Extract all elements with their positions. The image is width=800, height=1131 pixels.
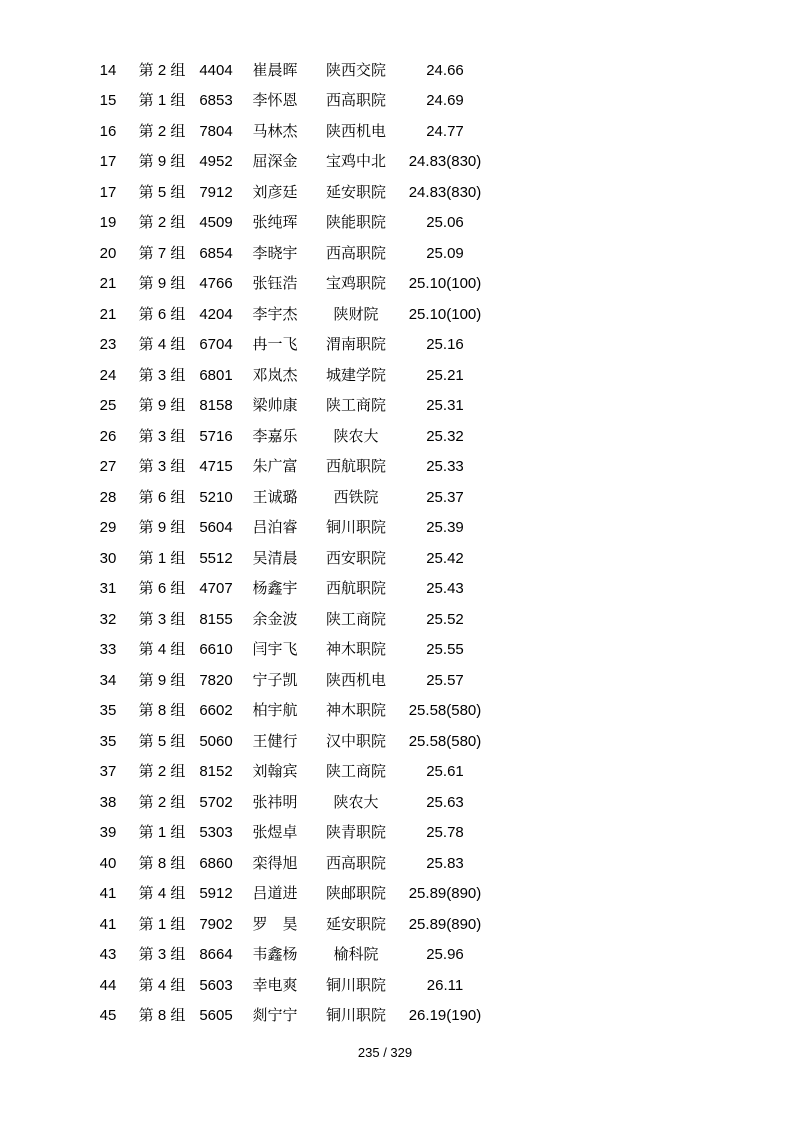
table-row [88, 421, 492, 452]
cell-rank: 41 [99, 915, 117, 933]
cell-school: 城建学院 [325, 366, 386, 384]
cell-school: 陕工商院 [325, 397, 386, 415]
cell-school: 西高职院 [325, 92, 386, 110]
cell-school: 西高职院 [325, 244, 386, 262]
cell-name: 张钰浩 [252, 275, 298, 293]
cell-bib: 6853 [199, 92, 233, 110]
cell-school: 陕邮职院 [325, 885, 386, 903]
cell-school: 陕能职院 [325, 214, 386, 232]
cell-group: 第 1 组 [138, 92, 186, 110]
table-row [88, 482, 492, 513]
cell-time: 25.57 [426, 671, 464, 689]
cell-group: 第 9 组 [138, 275, 186, 293]
cell-group: 第 8 组 [138, 702, 186, 720]
cell-school: 西高职院 [325, 854, 386, 872]
cell-name: 栾得旭 [252, 854, 298, 872]
cell-bib: 4952 [199, 153, 233, 171]
cell-group: 第 1 组 [138, 549, 186, 567]
results-table [88, 55, 492, 1031]
cell-group: 第 9 组 [138, 519, 186, 537]
cell-name: 柏宇航 [252, 702, 298, 720]
table-row [88, 177, 492, 208]
cell-bib: 4404 [199, 61, 233, 79]
cell-time: 25.89(890) [408, 915, 482, 933]
cell-bib: 7804 [199, 122, 233, 140]
table-row [88, 269, 492, 300]
cell-school: 陕财院 [333, 305, 379, 323]
cell-group: 第 4 组 [138, 336, 186, 354]
cell-rank: 14 [99, 61, 117, 79]
table-row [88, 299, 492, 330]
cell-bib: 6854 [199, 244, 233, 262]
cell-name: 李宇杰 [252, 305, 298, 323]
cell-time: 25.96 [426, 946, 464, 964]
table-row [88, 940, 492, 971]
cell-time: 25.58(580) [408, 732, 482, 750]
cell-time: 25.89(890) [408, 885, 482, 903]
cell-bib: 8158 [199, 397, 233, 415]
cell-group: 第 6 组 [138, 305, 186, 323]
cell-time: 25.43 [426, 580, 464, 598]
cell-rank: 26 [99, 427, 117, 445]
cell-group: 第 4 组 [138, 641, 186, 659]
cell-group: 第 2 组 [138, 793, 186, 811]
table-row [88, 909, 492, 940]
cell-bib: 6704 [199, 336, 233, 354]
cell-time: 24.66 [426, 61, 464, 79]
cell-group: 第 5 组 [138, 732, 186, 750]
cell-bib: 5912 [199, 885, 233, 903]
cell-name: 张纯珲 [252, 214, 298, 232]
cell-rank: 41 [99, 885, 117, 903]
cell-bib: 6801 [199, 366, 233, 384]
cell-group: 第 2 组 [138, 122, 186, 140]
cell-school: 西航职院 [325, 580, 386, 598]
cell-bib: 8664 [199, 946, 233, 964]
cell-name: 邓岚杰 [252, 366, 298, 384]
cell-name: 张煜卓 [252, 824, 298, 842]
cell-name: 吴清晨 [252, 549, 298, 567]
cell-rank: 33 [99, 641, 117, 659]
cell-group: 第 3 组 [138, 610, 186, 628]
cell-school: 陕西交院 [325, 61, 386, 79]
table-row [88, 543, 492, 574]
cell-time: 25.83 [426, 854, 464, 872]
cell-group: 第 2 组 [138, 763, 186, 781]
cell-group: 第 3 组 [138, 366, 186, 384]
cell-group: 第 4 组 [138, 885, 186, 903]
table-row [88, 787, 492, 818]
cell-school: 陕工商院 [325, 763, 386, 781]
cell-time: 24.83(830) [408, 183, 482, 201]
cell-group: 第 1 组 [138, 915, 186, 933]
cell-group: 第 3 组 [138, 427, 186, 445]
cell-rank: 31 [99, 580, 117, 598]
cell-group: 第 9 组 [138, 397, 186, 415]
cell-rank: 28 [99, 488, 117, 506]
cell-school: 西航职院 [325, 458, 386, 476]
table-row [88, 86, 492, 117]
cell-time: 25.32 [426, 427, 464, 445]
cell-name: 李嘉乐 [252, 427, 298, 445]
table-row [88, 696, 492, 727]
cell-name: 李怀恩 [252, 92, 298, 110]
cell-name: 刘彦廷 [252, 183, 298, 201]
cell-group: 第 8 组 [138, 854, 186, 872]
cell-name: 马林杰 [252, 122, 298, 140]
cell-rank: 35 [99, 702, 117, 720]
cell-school: 陕西机电 [325, 122, 386, 140]
table-row [88, 757, 492, 788]
cell-time: 24.77 [426, 122, 464, 140]
cell-school: 渭南职院 [325, 336, 386, 354]
cell-bib: 8152 [199, 763, 233, 781]
table-row [88, 879, 492, 910]
cell-rank: 32 [99, 610, 117, 628]
cell-name: 剡宁宁 [252, 1007, 298, 1025]
table-row [88, 1001, 492, 1032]
cell-name: 崔晨晖 [252, 61, 298, 79]
cell-time: 25.16 [426, 336, 464, 354]
cell-school: 汉中职院 [325, 732, 386, 750]
cell-group: 第 8 组 [138, 1007, 186, 1025]
table-row [88, 574, 492, 605]
cell-time: 24.83(830) [408, 153, 482, 171]
table-row [88, 848, 492, 879]
cell-name: 幸电爽 [252, 976, 298, 994]
cell-bib: 4707 [199, 580, 233, 598]
cell-time: 25.09 [426, 244, 464, 262]
table-row [88, 391, 492, 422]
cell-group: 第 6 组 [138, 580, 186, 598]
cell-bib: 4766 [199, 275, 233, 293]
table-row [88, 116, 492, 147]
cell-rank: 38 [99, 793, 117, 811]
cell-school: 榆科院 [333, 946, 379, 964]
cell-rank: 43 [99, 946, 117, 964]
cell-rank: 30 [99, 549, 117, 567]
cell-rank: 17 [99, 153, 117, 171]
table-row [88, 513, 492, 544]
cell-name: 闫宇飞 [252, 641, 298, 659]
cell-bib: 7902 [199, 915, 233, 933]
cell-group: 第 6 组 [138, 488, 186, 506]
cell-school: 宝鸡职院 [325, 275, 386, 293]
cell-name: 冉一飞 [252, 336, 298, 354]
cell-name: 王诚璐 [252, 488, 298, 506]
cell-school: 陕农大 [333, 427, 379, 445]
cell-rank: 15 [99, 92, 117, 110]
cell-bib: 4715 [199, 458, 233, 476]
cell-rank: 20 [99, 244, 117, 262]
cell-school: 陕西机电 [325, 671, 386, 689]
cell-time: 25.58(580) [408, 702, 482, 720]
cell-group: 第 2 组 [138, 61, 186, 79]
cell-rank: 37 [99, 763, 117, 781]
cell-group: 第 5 组 [138, 183, 186, 201]
cell-bib: 5603 [199, 976, 233, 994]
cell-name: 朱广富 [252, 458, 298, 476]
cell-rank: 34 [99, 671, 117, 689]
cell-bib: 5604 [199, 519, 233, 537]
cell-bib: 5605 [199, 1007, 233, 1025]
cell-bib: 5303 [199, 824, 233, 842]
cell-rank: 16 [99, 122, 117, 140]
cell-name: 梁帅康 [252, 397, 298, 415]
cell-time: 26.11 [426, 976, 464, 994]
cell-group: 第 1 组 [138, 824, 186, 842]
cell-rank: 25 [99, 397, 117, 415]
cell-group: 第 4 组 [138, 976, 186, 994]
cell-rank: 19 [99, 214, 117, 232]
cell-name: 王健行 [252, 732, 298, 750]
cell-name: 宁子凯 [252, 671, 298, 689]
cell-name: 吕道进 [252, 885, 298, 903]
cell-school: 陕农大 [333, 793, 379, 811]
table-row [88, 208, 492, 239]
cell-bib: 4509 [199, 214, 233, 232]
cell-time: 25.52 [426, 610, 464, 628]
cell-time: 25.42 [426, 549, 464, 567]
cell-rank: 45 [99, 1007, 117, 1025]
cell-group: 第 2 组 [138, 214, 186, 232]
cell-school: 神木职院 [325, 702, 386, 720]
table-row [88, 604, 492, 635]
cell-time: 25.39 [426, 519, 464, 537]
cell-rank: 39 [99, 824, 117, 842]
cell-bib: 6602 [199, 702, 233, 720]
cell-time: 25.10(100) [408, 305, 482, 323]
cell-name: 韦鑫杨 [252, 946, 298, 964]
cell-group: 第 9 组 [138, 153, 186, 171]
cell-time: 25.10(100) [408, 275, 482, 293]
cell-rank: 21 [99, 305, 117, 323]
cell-bib: 5060 [199, 732, 233, 750]
cell-name: 刘翰宾 [252, 763, 298, 781]
table-row [88, 330, 492, 361]
cell-rank: 23 [99, 336, 117, 354]
page-number-indicator: 235 / 329 [357, 1045, 413, 1060]
cell-time: 25.63 [426, 793, 464, 811]
table-row [88, 452, 492, 483]
cell-bib: 5716 [199, 427, 233, 445]
cell-rank: 40 [99, 854, 117, 872]
cell-name: 张祎明 [252, 793, 298, 811]
cell-school: 铜川职院 [325, 519, 386, 537]
cell-bib: 5702 [199, 793, 233, 811]
cell-rank: 27 [99, 458, 117, 476]
table-row [88, 818, 492, 849]
cell-time: 25.61 [426, 763, 464, 781]
cell-time: 25.55 [426, 641, 464, 659]
cell-school: 铜川职院 [325, 1007, 386, 1025]
table-row [88, 55, 492, 86]
cell-school: 延安职院 [325, 915, 386, 933]
cell-bib: 4204 [199, 305, 233, 323]
cell-rank: 24 [99, 366, 117, 384]
cell-group: 第 7 组 [138, 244, 186, 262]
cell-time: 25.33 [426, 458, 464, 476]
cell-rank: 17 [99, 183, 117, 201]
cell-bib: 6860 [199, 854, 233, 872]
table-row [88, 665, 492, 696]
cell-school: 西铁院 [333, 488, 379, 506]
cell-bib: 5210 [199, 488, 233, 506]
cell-time: 25.37 [426, 488, 464, 506]
cell-time: 24.69 [426, 92, 464, 110]
cell-bib: 6610 [199, 641, 233, 659]
cell-school: 铜川职院 [325, 976, 386, 994]
table-row [88, 635, 492, 666]
cell-school: 神木职院 [325, 641, 386, 659]
table-row [88, 147, 492, 178]
table-row [88, 238, 492, 269]
cell-time: 25.21 [426, 366, 464, 384]
cell-rank: 35 [99, 732, 117, 750]
cell-bib: 8155 [199, 610, 233, 628]
cell-rank: 29 [99, 519, 117, 537]
cell-time: 25.78 [426, 824, 464, 842]
cell-school: 西安职院 [325, 549, 386, 567]
cell-group: 第 3 组 [138, 946, 186, 964]
cell-school: 宝鸡中北 [325, 153, 386, 171]
table-row [88, 360, 492, 391]
cell-name: 余金波 [252, 610, 298, 628]
cell-name: 杨鑫宇 [252, 580, 298, 598]
cell-school: 陕青职院 [325, 824, 386, 842]
cell-rank: 21 [99, 275, 117, 293]
cell-school: 延安职院 [325, 183, 386, 201]
cell-name: 屈深金 [252, 153, 298, 171]
cell-name: 李晓宇 [252, 244, 298, 262]
table-row [88, 726, 492, 757]
cell-bib: 7820 [199, 671, 233, 689]
cell-time: 25.31 [426, 397, 464, 415]
cell-name: 罗 昊 [252, 915, 298, 933]
cell-time: 26.19(190) [408, 1007, 482, 1025]
table-row [88, 970, 492, 1001]
cell-rank: 44 [99, 976, 117, 994]
cell-school: 陕工商院 [325, 610, 386, 628]
cell-group: 第 3 组 [138, 458, 186, 476]
cell-time: 25.06 [426, 214, 464, 232]
cell-bib: 5512 [199, 549, 233, 567]
cell-bib: 7912 [199, 183, 233, 201]
cell-group: 第 9 组 [138, 671, 186, 689]
cell-name: 吕泊睿 [252, 519, 298, 537]
